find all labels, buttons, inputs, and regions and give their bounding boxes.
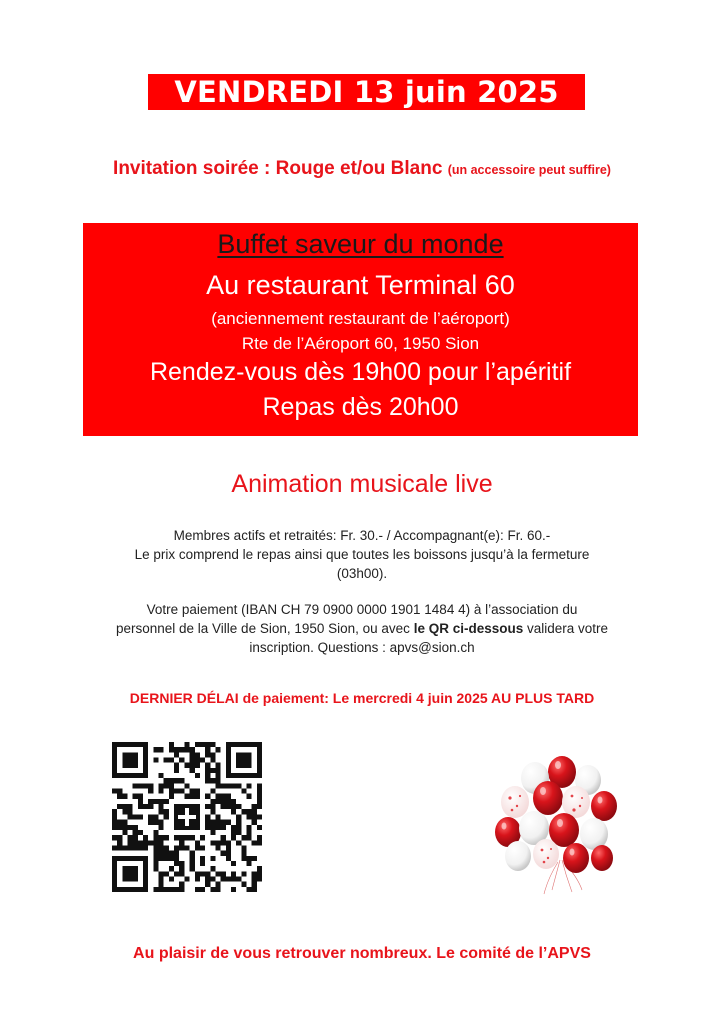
payment-deadline: DERNIER DÉLAI de paiement: Le mercredi 4 juin 2025 AU PLUS TARD bbox=[129, 690, 595, 706]
payment-line-2-b: validera votre bbox=[523, 621, 609, 636]
prices-line-3: (03h00). bbox=[336, 566, 388, 581]
former-name: (anciennement restaurant de l’aéroport) bbox=[211, 309, 510, 328]
prices-line-2: Le prix comprend le repas ainsi que toutes les boissons jusqu’à la fermeture bbox=[134, 547, 590, 562]
payment-line-3: inscription. Questions : apvs@sion.ch bbox=[249, 640, 475, 655]
red-white-balloons-icon bbox=[490, 750, 630, 900]
qr-code-swiss-cross-icon bbox=[112, 742, 262, 892]
closing-message: Au plaisir de vous retrouver nombreux. Le comité de l’APVS bbox=[133, 945, 591, 962]
payment-line-2 bbox=[0, 619, 724, 638]
invitation-note: (un accessoire peut suffire) bbox=[447, 163, 611, 177]
address: Rte de l’Aéroport 60, 1950 Sion bbox=[241, 334, 480, 353]
invitation-main: Invitation soirée : Rouge et/ou Blanc bbox=[113, 158, 443, 179]
payment-line-1: Votre paiement (IBAN CH 79 0900 0000 1901 1484 4) à l’association du bbox=[146, 602, 578, 617]
meal-time: Repas dès 20h00 bbox=[262, 393, 459, 421]
event-details-box bbox=[83, 223, 638, 436]
payment-paragraph bbox=[0, 600, 724, 657]
prices-paragraph bbox=[0, 526, 724, 583]
prices-line-1: Membres actifs et retraités: Fr. 30.- / Accompagnant(e): Fr. 60.- bbox=[173, 528, 551, 543]
invitation-line bbox=[0, 158, 724, 180]
payment-line-2-a: personnel de la Ville de Sion, 1950 Sion, ou avec bbox=[115, 621, 414, 636]
restaurant-name: Au restaurant Terminal 60 bbox=[206, 270, 515, 300]
payment-qr-mention: le QR ci-dessous bbox=[413, 621, 524, 636]
animation-heading: Animation musicale live bbox=[231, 470, 493, 498]
date-banner: VENDREDI 13 juin 2025 bbox=[148, 74, 585, 110]
rendezvous-time: Rendez-vous dès 19h00 pour l’apéritif bbox=[149, 358, 572, 386]
buffet-title: Buffet saveur du monde bbox=[217, 229, 504, 259]
